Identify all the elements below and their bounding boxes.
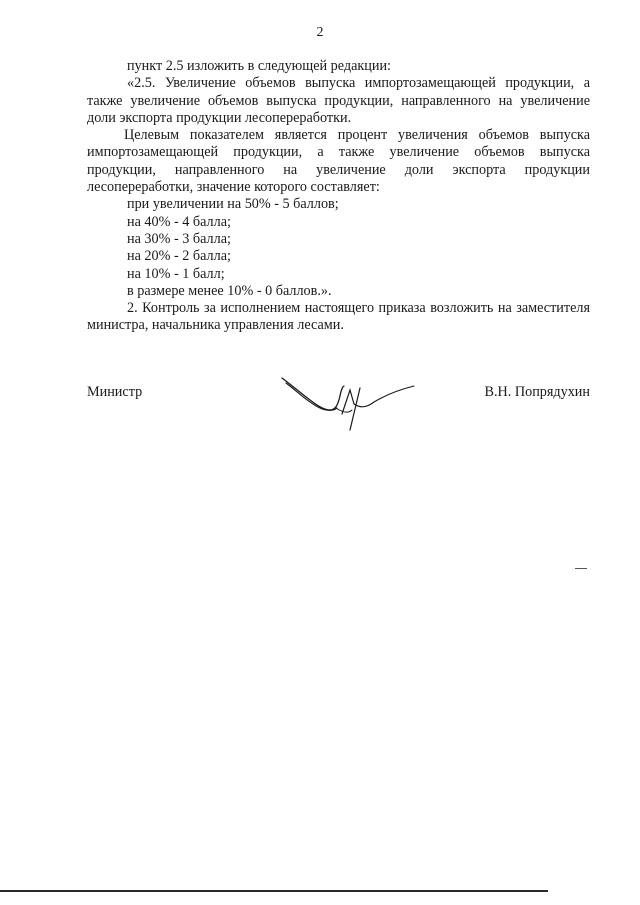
signatory-name: В.Н. Попрядухин <box>484 384 590 400</box>
page-number: 2 <box>316 25 324 40</box>
scan-artifact-mark <box>575 568 587 569</box>
handwritten-signature <box>280 374 420 434</box>
list-item-less-10: в размере менее 10% - 0 баллов.». <box>127 282 332 299</box>
bottom-edge-line <box>0 890 548 892</box>
signatory-title: Министр <box>87 384 143 400</box>
list-item-30: на 30% - 3 балла; <box>127 230 231 247</box>
list-item-40: на 40% - 4 балла; <box>127 213 231 230</box>
paragraph-target-indicator: Целевым показателем является процент увеличения объемов выпуска импортозамещающей продукции, а также увеличение объемов выпуска продукции, направленного на увеличение доли экспорта продукции лесопереработки, значение которого составляет: <box>87 127 590 196</box>
list-item-20: на 20% - 2 балла; <box>127 248 231 265</box>
list-item-50: при увеличении на 50% - 5 баллов; <box>127 196 339 213</box>
list-item-10: на 10% - 1 балл; <box>127 265 225 282</box>
paragraph-clause-2-5: «2.5. Увеличение объемов выпуска импортозамещающей продукции, а также увеличение объемов выпуска продукции, направленного на увеличение доли экспорта продукции лесопереработки. <box>87 75 590 126</box>
paragraph-control: 2. Контроль за исполнением настоящего приказа возложить на заместителя министра, начальника управления лесами. <box>87 300 590 334</box>
paragraph-intro: пункт 2.5 изложить в следующей редакции: <box>127 58 391 74</box>
document-body <box>87 58 590 335</box>
